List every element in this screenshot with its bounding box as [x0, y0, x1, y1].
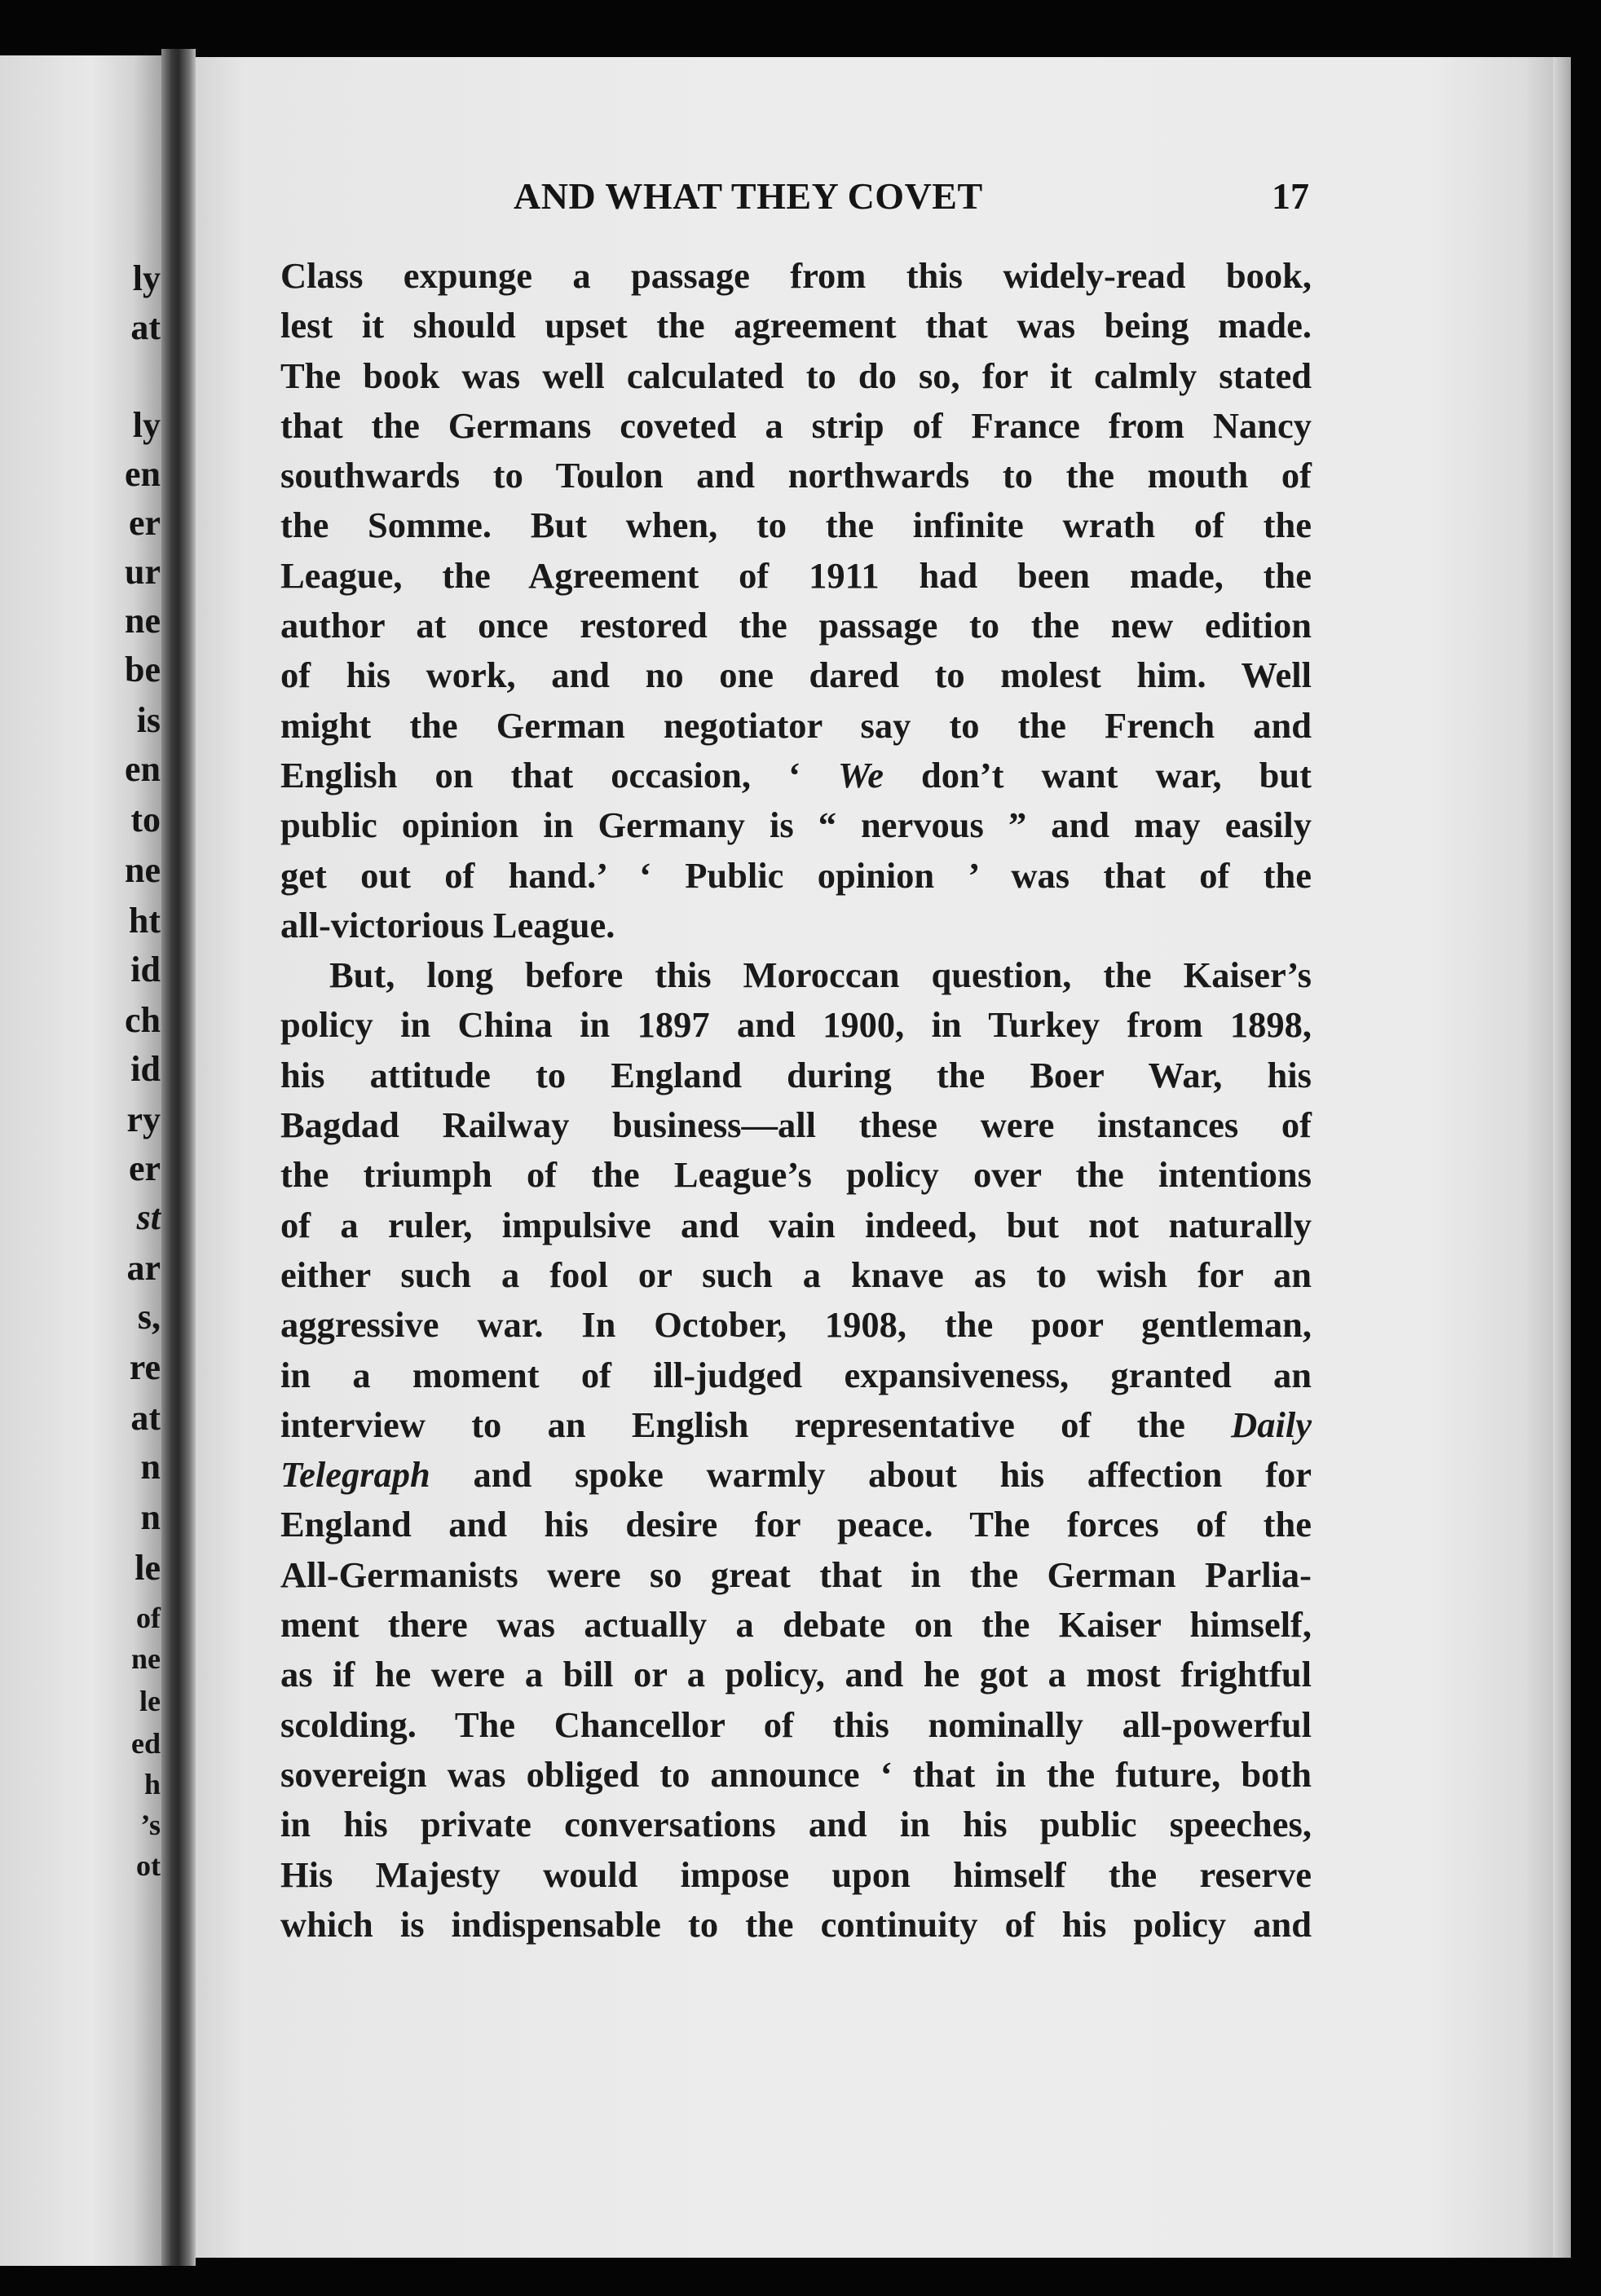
left-fragment: s,: [137, 1297, 161, 1337]
text-line: But, long before this Moroccan question, the Kaiser’s: [329, 954, 1312, 996]
left-fragment: ur: [125, 552, 161, 592]
text-line: sovereign was obliged to announce ‘ that in the future, both: [280, 1753, 1312, 1795]
left-fragment: n: [140, 1497, 161, 1537]
left-fragment: ry: [126, 1100, 161, 1139]
left-fragment: ch: [125, 1000, 161, 1040]
text-line: author at once restored the passage to the new edition: [280, 605, 1312, 646]
left-fragment: le: [135, 1548, 161, 1588]
text-line: England and his desire for peace. The forces of the: [280, 1504, 1312, 1545]
text-line: Class expunge a passage from this widely-read book,: [280, 255, 1312, 296]
text-line: which is indispensable to the continuity of his policy and: [280, 1903, 1312, 1945]
text-line: the Somme. But when, to the infinite wrath of the: [280, 505, 1312, 546]
left-fragment: le: [139, 1685, 161, 1717]
book-gutter: [161, 49, 196, 2266]
body-text: [280, 251, 1312, 1950]
left-fragment: ne: [131, 1642, 161, 1675]
left-fragment: ’s: [140, 1809, 161, 1841]
text-line: English on that occasion, ‘ We don’t want war, but: [280, 754, 1312, 795]
left-fragment: ne: [125, 850, 161, 890]
text-line: all-victorious League.: [280, 904, 615, 945]
left-fragment: n: [140, 1447, 161, 1487]
left-fragment: ar: [126, 1248, 161, 1288]
text-line: that the Germans coveted a strip of France from Nancy: [280, 404, 1312, 446]
left-fragment: at: [130, 307, 161, 347]
left-fragment: of: [136, 1602, 161, 1634]
left-fragment: st: [136, 1197, 161, 1237]
text-line: scolding. The Chancellor of this nominally all-powerful: [280, 1703, 1312, 1745]
text-line: southwards to Toulon and northwards to the mouth of: [280, 455, 1312, 496]
paragraph-2: [280, 950, 1312, 1950]
left-fragment: ne: [125, 601, 161, 641]
text-line: Telegraph and spoke warmly about his affection for: [280, 1454, 1312, 1496]
left-fragment: en: [125, 454, 161, 494]
left-fragment: ly: [132, 258, 161, 298]
text-line: policy in China in 1897 and 1900, in Turkey from 1898,: [280, 1004, 1312, 1046]
text-line: Bagdad Railway business—all these were instances of: [280, 1104, 1312, 1146]
running-title: AND WHAT THEY COVET: [514, 175, 983, 217]
left-fragment: er: [128, 503, 161, 543]
left-fragment: id: [130, 950, 161, 989]
page-edge-shadow: [1553, 57, 1571, 2258]
text-line: of a ruler, impulsive and vain indeed, but not naturally: [280, 1204, 1312, 1245]
left-fragment: ht: [128, 901, 161, 941]
text-line: public opinion in Germany is “ nervous ” and may easily: [280, 804, 1312, 846]
left-fragment: ed: [131, 1727, 161, 1760]
text-line: All-Germanists were so great that in the German Parlia-: [280, 1553, 1312, 1595]
left-fragment: re: [129, 1347, 161, 1387]
left-fragment: ly: [132, 405, 161, 445]
left-fragment: ot: [136, 1849, 161, 1882]
text-line: His Majesty would impose upon himself the reserve: [280, 1853, 1312, 1895]
left-fragment: at: [130, 1398, 161, 1438]
left-page-text-fragments: [0, 55, 167, 2266]
text-line: as if he were a bill or a policy, and he got a most frightful: [280, 1654, 1312, 1695]
left-fragment: to: [130, 800, 161, 840]
left-fragment: be: [125, 650, 161, 690]
text-line: either such a fool or such a knave as to wish for an: [280, 1254, 1312, 1295]
text-line: get out of hand.’ ‘ Public opinion ’ was that of the: [280, 854, 1312, 896]
paragraph-1: [280, 251, 1312, 950]
text-line: might the German negotiator say to the French and: [280, 704, 1312, 746]
text-line: interview to an English representative of the Daily: [280, 1404, 1312, 1445]
left-fragment: h: [143, 1768, 161, 1800]
page-number: 17: [1272, 175, 1309, 217]
left-fragment: id: [130, 1049, 161, 1089]
text-line: The book was well calculated to do so, for it calmly stated: [280, 355, 1312, 396]
text-line: the triumph of the League’s policy over the intentions: [280, 1154, 1312, 1196]
text-line: in his private conversations and in his public speeches,: [280, 1804, 1312, 1845]
text-line: lest it should upset the agreement that was being made.: [280, 305, 1312, 346]
left-fragment: is: [136, 700, 161, 740]
left-fragment: er: [128, 1148, 161, 1188]
text-line: of his work, and no one dared to molest him. Well: [280, 654, 1312, 696]
text-line: in a moment of ill-judged expansiveness, granted an: [280, 1354, 1312, 1395]
text-line: aggressive war. In October, 1908, the poor gentleman,: [280, 1304, 1312, 1346]
left-fragment: en: [125, 749, 161, 789]
left-page-edge: [0, 55, 167, 2266]
text-line: League, the Agreement of 1911 had been made, the: [280, 554, 1312, 596]
text-line: ment there was actually a debate on the Kaiser himself,: [280, 1604, 1312, 1646]
text-line: his attitude to England during the Boer War, his: [280, 1054, 1312, 1095]
